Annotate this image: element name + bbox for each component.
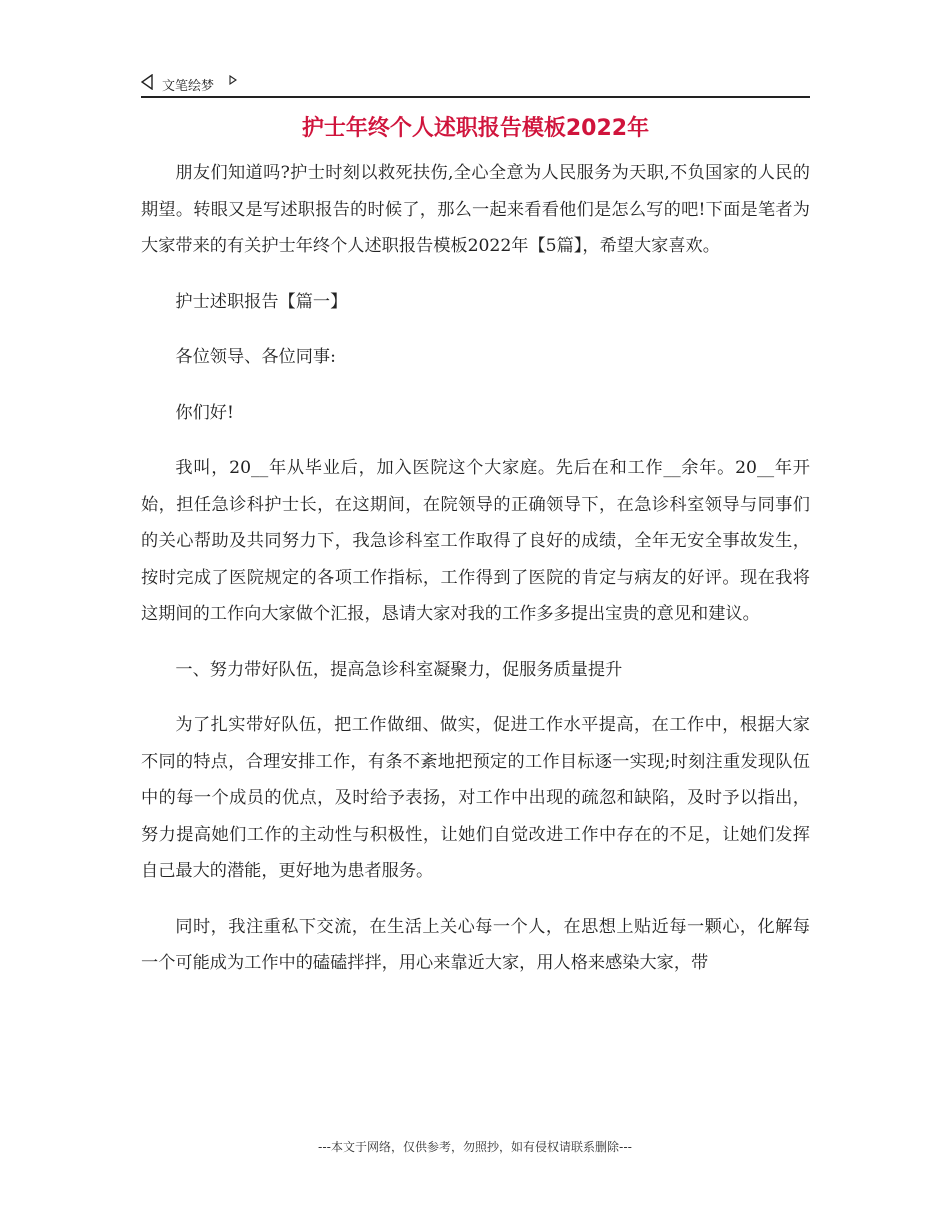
triangle-left-outline-icon [141,74,153,90]
document-title: 护士年终个人述职报告模板2022年 [301,116,650,141]
triangle-right-outline-icon [229,75,237,85]
paragraph-team-building: 为了扎实带好队伍，把工作做细、做实，促进工作水平提高，在工作中，根据大家不同的特点，合理安排工作，有条不紊地把预定的工作目标逐一实现;时刻注重发现队伍中的每一个成员的优点，及时给予表扬，对工作中出现的疏忽和缺陷，及时予以指出，努力提高她们工作的主动性与积极性，让她们自觉改进工作中存在的不足，让她们发挥自己最大的潜能，更好地为患者服务。 [141,715,810,881]
paragraph-intro: 朋友们知道吗?护士时刻以救死扶伤,全心全意为人民服务为天职,不负国家的人民的期望。转眼又是写述职报告的时候了，那么一起来看看他们是怎么写的吧!下面是笔者为大家带来的有关护士年终个人述职报告模板2022年【5篇】，希望大家喜欢。 [141,163,810,256]
header-brand: 文笔绘梦 [162,79,215,94]
paragraph-salutation: 各位领导、各位同事: [175,347,336,367]
paragraph-section-heading: 护士述职报告【篇一】 [175,291,348,312]
paragraph-self-introduction: 我叫，20__年从毕业后，加入医院这个大家庭。先后在和工作__余年。20__年开始，担任急诊科护士长，在这期间，在院领导的正确领导下，在急诊科室领导与同事们的关心帮助及共同努力下，我急诊科室工作取得了良好的成绩，全年无安全事故发生，按时完成了医院规定的各项工作指标，工作得到了医院的肯定与病友的好评。现在我将这期间的工作向大家做个汇报，恳请大家对我的工作多多提出宝贵的意见和建议。 [141,458,810,624]
paragraph-communication: 同时，我注重私下交流，在生活上关心每一个人，在思想上贴近每一颗心，化解每一个可能成为工作中的磕磕拌拌，用心来靠近大家，用人格来感染大家，带 [141,916,810,973]
page-header [141,72,810,98]
page-footer-disclaimer: ---本文于网络，仅供参考，勿照抄，如有侵权请联系删除--- [318,1140,632,1154]
document-body [141,155,810,1001]
paragraph-subheading-1: 一、努力带好队伍，提高急诊科室凝聚力，促服务质量提升 [175,659,623,680]
paragraph-greeting: 你们好! [175,402,234,423]
